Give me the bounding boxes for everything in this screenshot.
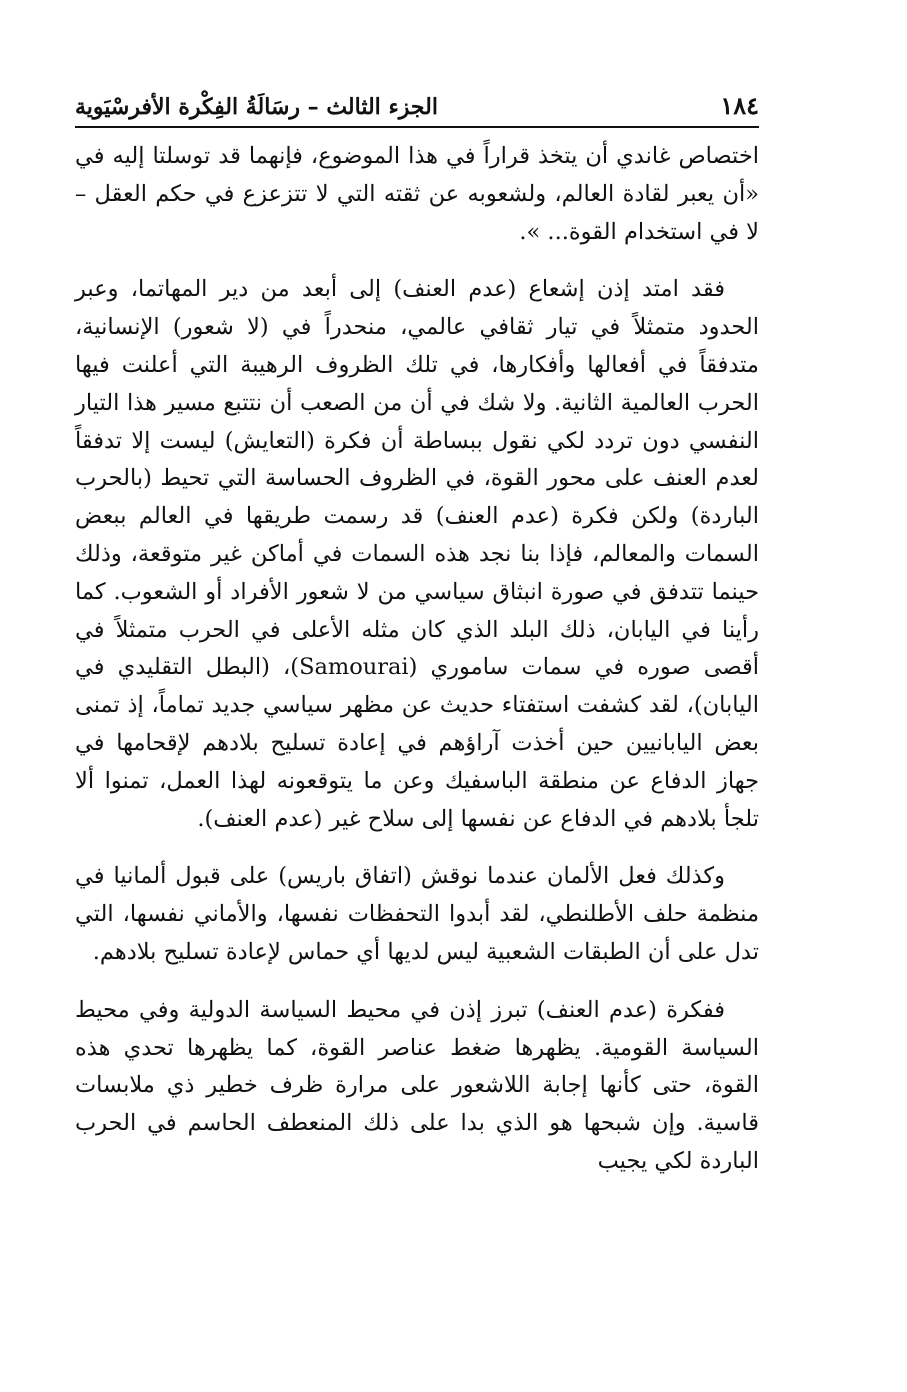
body-text [75, 138, 759, 1181]
paragraph-1: اختصاص غاندي أن يتخذ قراراً في هذا الموضوع، فإنهما قد توسلتا إليه في «أن يعبر لقادة العالم، ولشعوبه عن ثقته التي لا تتزعزع في حكم العقل – لا في استخدام القوة... ». [75, 143, 759, 245]
paragraph-3: وكذلك فعل الألمان عندما نوقش (اتفاق باريس) على قبول ألمانيا في منظمة حلف الأطلنطي، لقد أبدوا التحفظات نفسها، والأماني نفسها، التي تدل على أن الطبقات الشعبية ليس لديها أي حماس لإعادة تسليح بلادهم. [75, 863, 759, 965]
running-title: الجزء الثالث – رسَالَةُ الفِكْرة الأفرسْيَوية [75, 94, 438, 120]
page-number: ١٨٤ [720, 91, 759, 120]
paragraph-4: ففكرة (عدم العنف) تبرز إذن في محيط السياسة الدولية وفي محيط السياسة القومية. يظهرها ضغط عناصر القوة، كما يظهرها تحدي هذه القوة، حتى كأنها إجابة اللاشعور على مرارة ظرف خطير ذي ملابسات قاسية. وإن شبحها هو الذي بدا على ذلك المنعطف الحاسم في الحرب الباردة لكي يجيب [75, 996, 759, 1174]
paragraph-2: فقد امتد إذن إشعاع (عدم العنف) إلى أبعد من دير المهاتما، وعبر الحدود متمثلاً في تيار ثقافي عالمي، منحدراً في (لا شعور) الإنسانية، متدفقاً في أفعالها وأفكارها، في تلك الظروف الرهيبة التي أعلنت فيها الحرب العالمية الثانية. ولا شك في أن من الصعب أن نتتبع مسير هذا التيار النفسي دون تردد لكي نقول ببساطة أن فكرة (التعايش) ليست إلا تدفقاً لعدم العنف على محور القوة، في الظروف الحساسة التي تحيط (بالحرب الباردة) ولكن فكرة (عدم العنف) قد رسمت طريقها في العالم ببعض السمات والمعالم، فإذا بنا نجد هذه السمات في أماكن غير متوقعة، وذلك حينما تتدفق في صورة انبثاق سياسي من لا شعور الأفراد أو الشعوب. كما رأينا في اليابان، ذلك البلد الذي كان مثله الأعلى في الحرب متمثلاً في أقصى صوره في سمات ساموري (Samourai)، (البطل التقليدي في اليابان)، لقد كشفت استفتاء حديث عن مظهر سياسي جديد تماماً، إذ تمنى بعض اليابانيين حين أخذت آراؤهم في إعادة تسليح بلادهم لإقحامها في جهاز الدفاع عن منطقة الباسفيك وعن ما يتوقعونه لهذا العمل، تمنوا ألا تلجأ بلادهم في الدفاع عن نفسها إلى سلاح غير (عدم العنف). [75, 276, 759, 832]
page-header [75, 84, 759, 128]
